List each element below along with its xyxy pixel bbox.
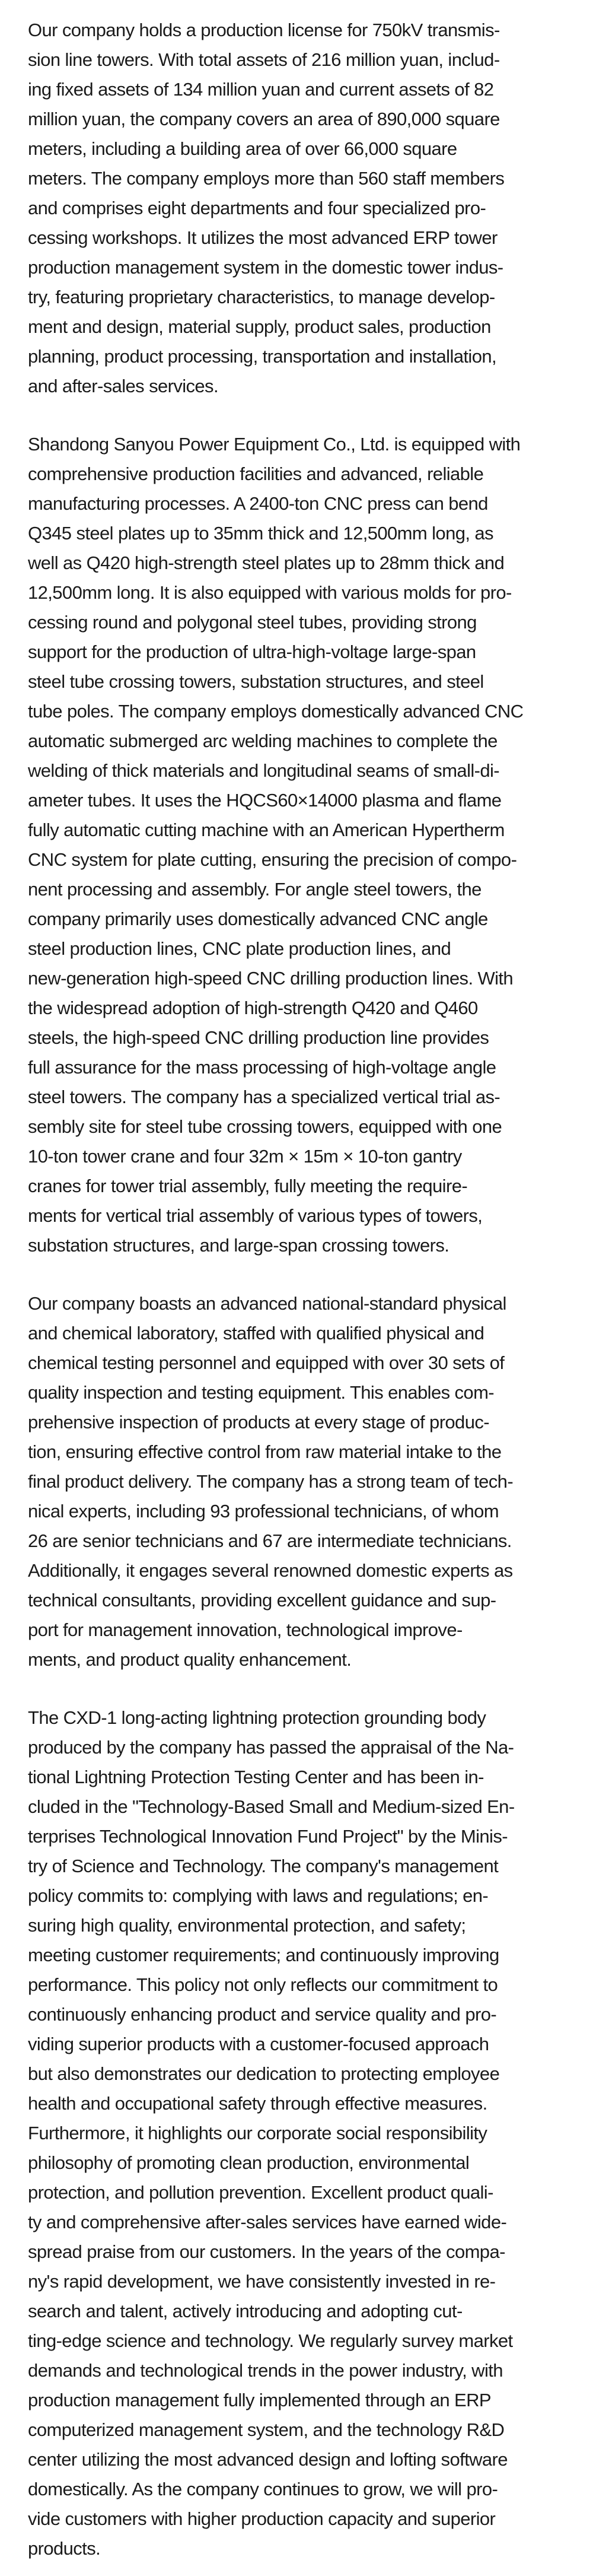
text-line: welding of thick materials and longitudinal seams of small-di- [28, 760, 500, 781]
text-line: performance. This policy not only reflects our commitment to [28, 1974, 498, 1995]
text-line: cluded in the "Technology-Based Small and Medium-sized En- [28, 1796, 515, 1817]
text-line: protection, and pollution prevention. Excellent product quali- [28, 2182, 493, 2203]
text-line: 10-ton tower crane and four 32m × 15m × 10-ton gantry [28, 1146, 462, 1167]
text-line: ameter tubes. It uses the HQCS60×14000 plasma and flame [28, 790, 502, 811]
text-line: planning, product processing, transportation and installation, [28, 346, 496, 367]
text-line: nical experts, including 93 professional technicians, of whom [28, 1501, 499, 1522]
text-line: continuously enhancing product and service quality and pro- [28, 2004, 497, 2025]
text-line: and comprises eight departments and four specialized pro- [28, 198, 486, 218]
text-line: production management system in the domestic tower indus- [28, 257, 503, 278]
text-line: ty and comprehensive after-sales services have earned wide- [28, 2212, 507, 2232]
text-line: ment and design, material supply, product sales, production [28, 316, 491, 337]
text-line: ments for vertical trial assembly of various types of towers, [28, 1205, 483, 1226]
text-line: the widespread adoption of high-strength Q420 and Q460 [28, 998, 478, 1018]
text-line: vide customers with higher production capacity and superior [28, 2508, 496, 2529]
text-line: support for the production of ultra-high-voltage large-span [28, 641, 476, 662]
text-line: terprises Technological Innovation Fund Project" by the Minis- [28, 1826, 508, 1847]
text-line: prehensive inspection of products at every stage of produc- [28, 1412, 489, 1432]
text-line: manufacturing processes. A 2400-ton CNC press can bend [28, 493, 488, 514]
paragraph [28, 1703, 575, 2564]
text-line: cessing round and polygonal steel tubes, providing strong [28, 612, 477, 633]
text-line: steel tube crossing towers, substation structures, and steel [28, 671, 484, 692]
text-line: technical consultants, providing excellent guidance and sup- [28, 1590, 496, 1611]
text-line: tion, ensuring effective control from raw material intake to the [28, 1441, 502, 1462]
text-line: Our company holds a production license for 750kV transmis- [28, 20, 500, 40]
paragraph [28, 1289, 575, 1675]
text-line: steel towers. The company has a specialized vertical trial as- [28, 1087, 500, 1107]
text-line: health and occupational safety through effective measures. [28, 2093, 487, 2114]
text-line: meters. The company employs more than 560 staff members [28, 168, 505, 189]
text-line: spread praise from our customers. In the years of the compa- [28, 2241, 505, 2262]
text-line: tube poles. The company employs domestically advanced CNC [28, 701, 524, 722]
text-line: substation structures, and large-span crossing towers. [28, 1235, 449, 1256]
text-line: company primarily uses domestically advanced CNC angle [28, 909, 488, 929]
text-line: steel production lines, CNC plate production lines, and [28, 938, 451, 959]
text-line: CNC system for plate cutting, ensuring the precision of compo- [28, 849, 517, 870]
text-line: search and talent, actively introducing and adopting cut- [28, 2301, 463, 2321]
text-line: center utilizing the most advanced design and lofting software [28, 2449, 508, 2470]
text-line: port for management innovation, technological improve- [28, 1619, 463, 1640]
text-line: new-generation high-speed CNC drilling production lines. With [28, 968, 514, 989]
text-line: ing fixed assets of 134 million yuan and current assets of 82 [28, 79, 494, 100]
text-line: viding superior products with a customer-focused approach [28, 2034, 489, 2054]
paragraph [28, 430, 575, 1260]
text-line: million yuan, the company covers an area of 890,000 square [28, 109, 500, 129]
text-line: demands and technological trends in the power industry, with [28, 2360, 503, 2381]
text-line: policy commits to: complying with laws and regulations; en- [28, 1885, 489, 1906]
paragraph [28, 15, 575, 401]
text-line: final product delivery. The company has a strong team of tech- [28, 1471, 514, 1492]
text-line: but also demonstrates our dedication to protecting employee [28, 2063, 500, 2084]
text-line: automatic submerged arc welding machines to complete the [28, 730, 498, 751]
text-line: Shandong Sanyou Power Equipment Co., Ltd. is equipped with [28, 434, 521, 455]
text-line: cranes for tower trial assembly, fully meeting the require- [28, 1176, 468, 1196]
text-line: philosophy of promoting clean production, environmental [28, 2152, 470, 2173]
text-line: tional Lightning Protection Testing Center and has been in- [28, 1767, 484, 1787]
text-line: comprehensive production facilities and advanced, reliable [28, 463, 484, 484]
text-line: sion line towers. With total assets of 216 million yuan, includ- [28, 49, 500, 70]
text-line: The CXD-1 long-acting lightning protection grounding body [28, 1707, 486, 1728]
text-line: Q345 steel plates up to 35mm thick and 12,500mm long, as [28, 523, 493, 544]
text-line: chemical testing personnel and equipped with over 30 sets of [28, 1352, 505, 1373]
text-line: cessing workshops. It utilizes the most advanced ERP tower [28, 227, 498, 248]
text-line: ments, and product quality enhancement. [28, 1649, 352, 1670]
text-line: products. [28, 2538, 101, 2559]
text-line: quality inspection and testing equipment. This enables com- [28, 1382, 495, 1403]
text-line: well as Q420 high-strength steel plates up to 28mm thick and [28, 552, 505, 573]
text-line: 26 are senior technicians and 67 are intermediate technicians. [28, 1530, 512, 1551]
document-content [28, 15, 575, 2564]
text-line: and after-sales services. [28, 376, 218, 396]
text-line: 12,500mm long. It is also equipped with various molds for pro- [28, 582, 512, 603]
text-line: fully automatic cutting machine with an American Hypertherm [28, 820, 505, 840]
text-line: meters, including a building area of over 66,000 square [28, 138, 457, 159]
text-line: sembly site for steel tube crossing towers, equipped with one [28, 1116, 502, 1137]
text-line: meeting customer requirements; and continuously improving [28, 1945, 499, 1965]
text-line: Our company boasts an advanced national-standard physical [28, 1293, 506, 1314]
text-line: nent processing and assembly. For angle steel towers, the [28, 879, 482, 900]
text-line: ny's rapid development, we have consistently invested in re- [28, 2271, 496, 2292]
text-line: production management fully implemented through an ERP [28, 2390, 491, 2410]
text-line: full assurance for the mass processing of high-voltage angle [28, 1057, 496, 1078]
text-line: computerized management system, and the technology R&D [28, 2419, 505, 2440]
text-line: and chemical laboratory, staffed with qualified physical and [28, 1323, 484, 1343]
text-line: try, featuring proprietary characteristics, to manage develop- [28, 287, 495, 307]
text-line: steels, the high-speed CNC drilling production line provides [28, 1027, 489, 1048]
text-line: try of Science and Technology. The company's management [28, 1856, 499, 1876]
text-line: Furthermore, it highlights our corporate social responsibility [28, 2123, 487, 2143]
text-line: produced by the company has passed the appraisal of the Na- [28, 1737, 514, 1758]
text-line: Additionally, it engages several renowned domestic experts as [28, 1560, 513, 1581]
text-line: domestically. As the company continues to grow, we will pro- [28, 2479, 498, 2499]
text-line: suring high quality, environmental protection, and safety; [28, 1915, 466, 1936]
text-line: ting-edge science and technology. We regularly survey market [28, 2330, 513, 2351]
